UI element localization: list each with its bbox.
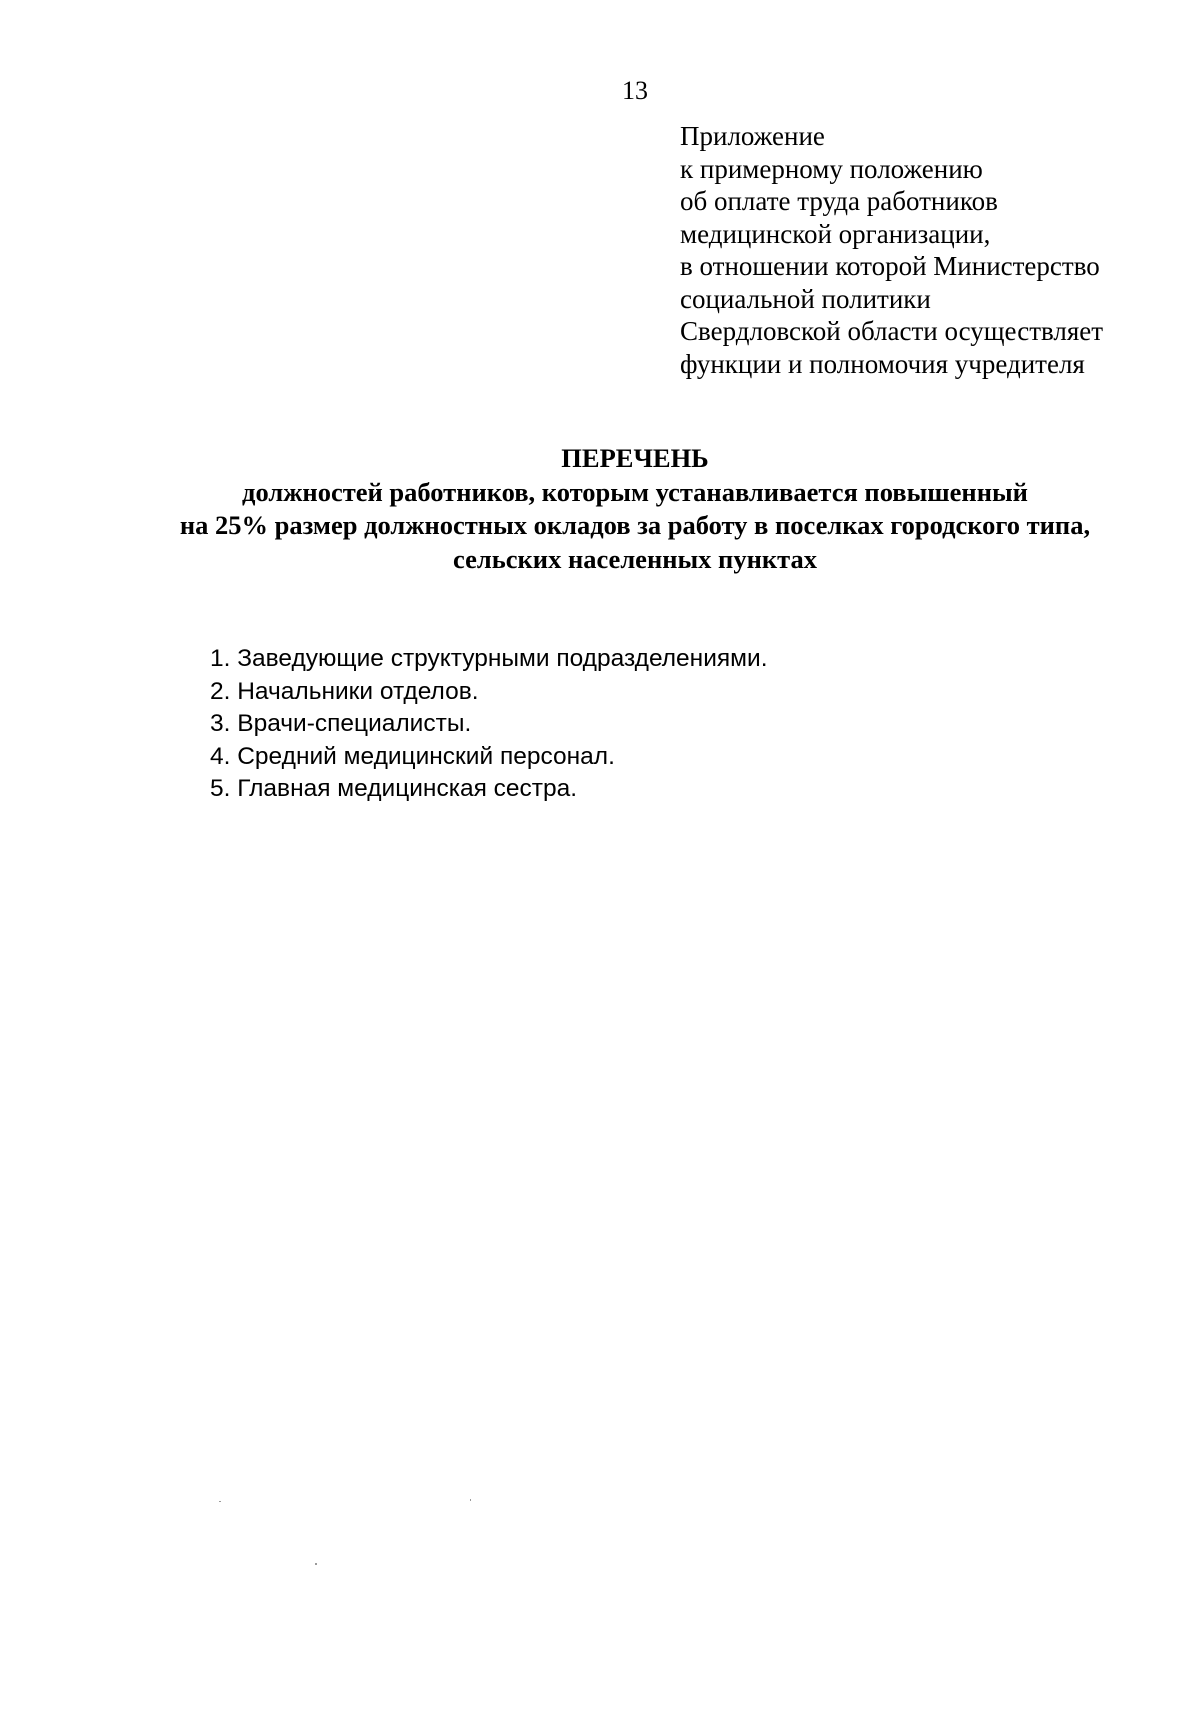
appendix-line: об оплате труда работников [680,186,998,216]
appendix-line: Свердловской области осуществляет [680,316,1104,346]
title-subtitle-line: на 25% размер должностных окладов за работу в поселках городского типа, [179,510,1091,540]
title-heading: ПЕРЕЧЕНЬ [561,443,709,473]
appendix-note [680,120,1180,380]
appendix-line: медицинской организации, [680,218,991,249]
document-title [0,442,1200,576]
list-item: 4. Средний медицинский персонал. [210,742,615,770]
appendix-line: социальной политики [680,283,931,314]
title-subtitle-line: сельских населенных пунктах [453,543,817,574]
scan-speck [470,1499,471,1501]
list-item: 1. Заведующие структурными подразделениями. [210,645,768,672]
appendix-line: функции и полномочия учредителя [680,348,1085,379]
title-subtitle-line: должностей работников, которым устанавливается повышенный [242,476,1028,507]
page-number: 13 [622,76,648,105]
list-item: 2. Начальники отделов. [210,677,479,705]
positions-list [210,643,768,806]
appendix-line: Приложение [680,121,825,151]
appendix-line: к примерному положению [680,153,983,184]
list-item: 5. Главная медицинская сестра. [210,775,578,802]
scan-speck [219,1501,221,1502]
scan-speck [315,1563,317,1565]
appendix-line: в отношении которой Министерство [680,251,1100,281]
list-item: 3. Врачи-специалисты. [210,710,472,737]
